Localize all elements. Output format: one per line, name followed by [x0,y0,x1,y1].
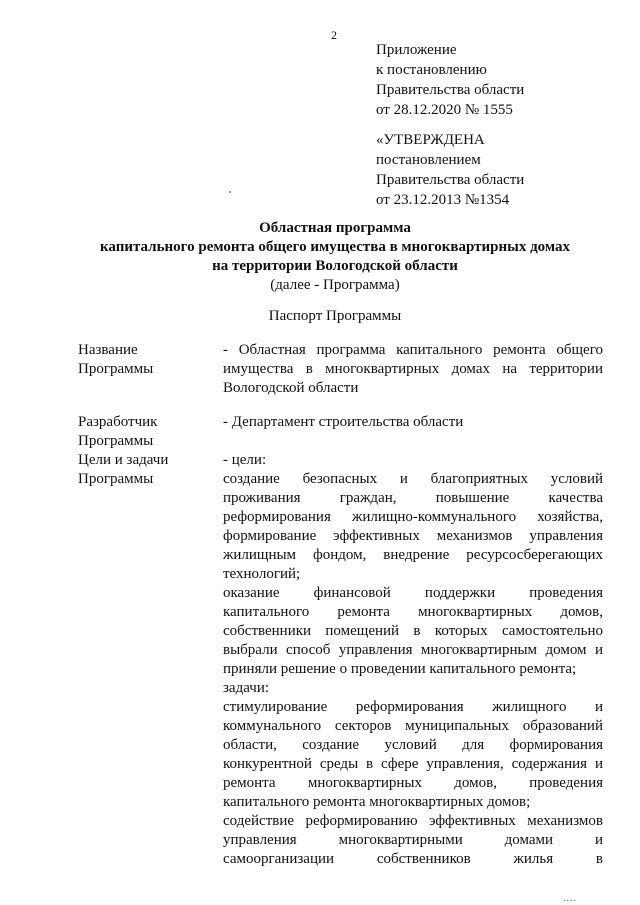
title-line: капитального ремонта общего имущества в многоквартирных домах [100,239,570,255]
passport-row-name [78,341,604,398]
approved-line: постановлением [376,152,481,168]
row-value [223,451,603,869]
value-line: конкурентной среды в сфере управления, содержания и [223,756,603,772]
label-line: Программы [78,433,154,449]
value-line: имущества в многоквартирных домах на территории [223,361,603,377]
value-line: ремонта многоквартирных домов, проведения [223,775,603,791]
value-line: собственники помещений в которых самостоятельно [223,623,603,639]
value-line: приняли решение о проведении капитального ремонта; [223,661,577,677]
value-line: проживания граждан, повышение качества [223,490,603,506]
passport-row-goals [78,451,604,869]
row-label [78,451,223,869]
title-line: Областная программа [259,220,411,236]
value-line: капитального ремонта многоквартирных домов, [223,604,603,620]
passport-row-developer [78,413,604,451]
approved-line: «УТВЕРЖДЕНА [376,132,485,148]
value-line: создание безопасных и благоприятных условий [223,471,603,487]
appendix-stamp [376,40,524,120]
row-label [78,341,223,398]
value-line: коммунального секторов муниципальных образований [223,718,603,734]
row-value [223,413,603,451]
value-line: - Областная программа капитального ремонта общего [223,342,603,358]
label-line: Название [78,342,138,358]
page-number: 2 [331,28,337,42]
value-line: реформирования жилищно-коммунального хозяйства, [223,509,603,525]
value-line: технологий; [223,566,301,582]
appendix-line: от 28.12.2020 № 1555 [376,102,513,118]
value-line: содействие реформированию эффективных механизмов [223,813,603,829]
value-line: самоорганизации собственников жилья в [223,851,603,867]
value-line: формирование эффективных механизмов управления [223,528,603,544]
value-line: области, создание условий для формирования [223,737,603,753]
value-line: оказание финансовой поддержки проведения [223,585,603,601]
title-line: на территории Вологодской области [212,258,458,274]
footer-mark: .... [563,893,577,904]
value-line: Вологодской области [223,380,359,396]
approved-line: Правительства области [376,172,525,188]
row-value [223,341,603,398]
value-line: - Департамент строительства области [223,414,464,430]
value-line: задачи: [223,680,270,696]
value-line: капитального ремонта многоквартирных домов; [223,794,531,810]
label-line: Разработчик [78,414,158,430]
title-subtitle: (далее - Программа) [270,277,400,293]
value-line: стимулирование реформирования жилищного и [223,699,603,715]
row-label [78,413,223,451]
appendix-line: к постановлению [376,62,487,78]
label-line: Программы [78,471,154,487]
document-title [40,219,630,295]
approved-line: от 23.12.2013 №1354 [376,192,510,208]
value-line: жилищным фондом, внедрение ресурсосберегающих [223,547,603,563]
label-line: Программы [78,361,154,377]
label-line: Цели и задачи [78,452,169,468]
value-line: управления многоквартирными домами и [223,832,603,848]
passport-table [78,341,604,869]
passport-heading: Паспорт Программы [268,308,402,324]
value-line: - цели: [223,452,267,468]
appendix-line: Правительства области [376,82,525,98]
scan-speck [229,191,231,193]
approved-stamp [376,130,524,210]
appendix-line: Приложение [376,42,457,58]
value-line: выбрали способ управления многоквартирным домом и [223,642,603,658]
